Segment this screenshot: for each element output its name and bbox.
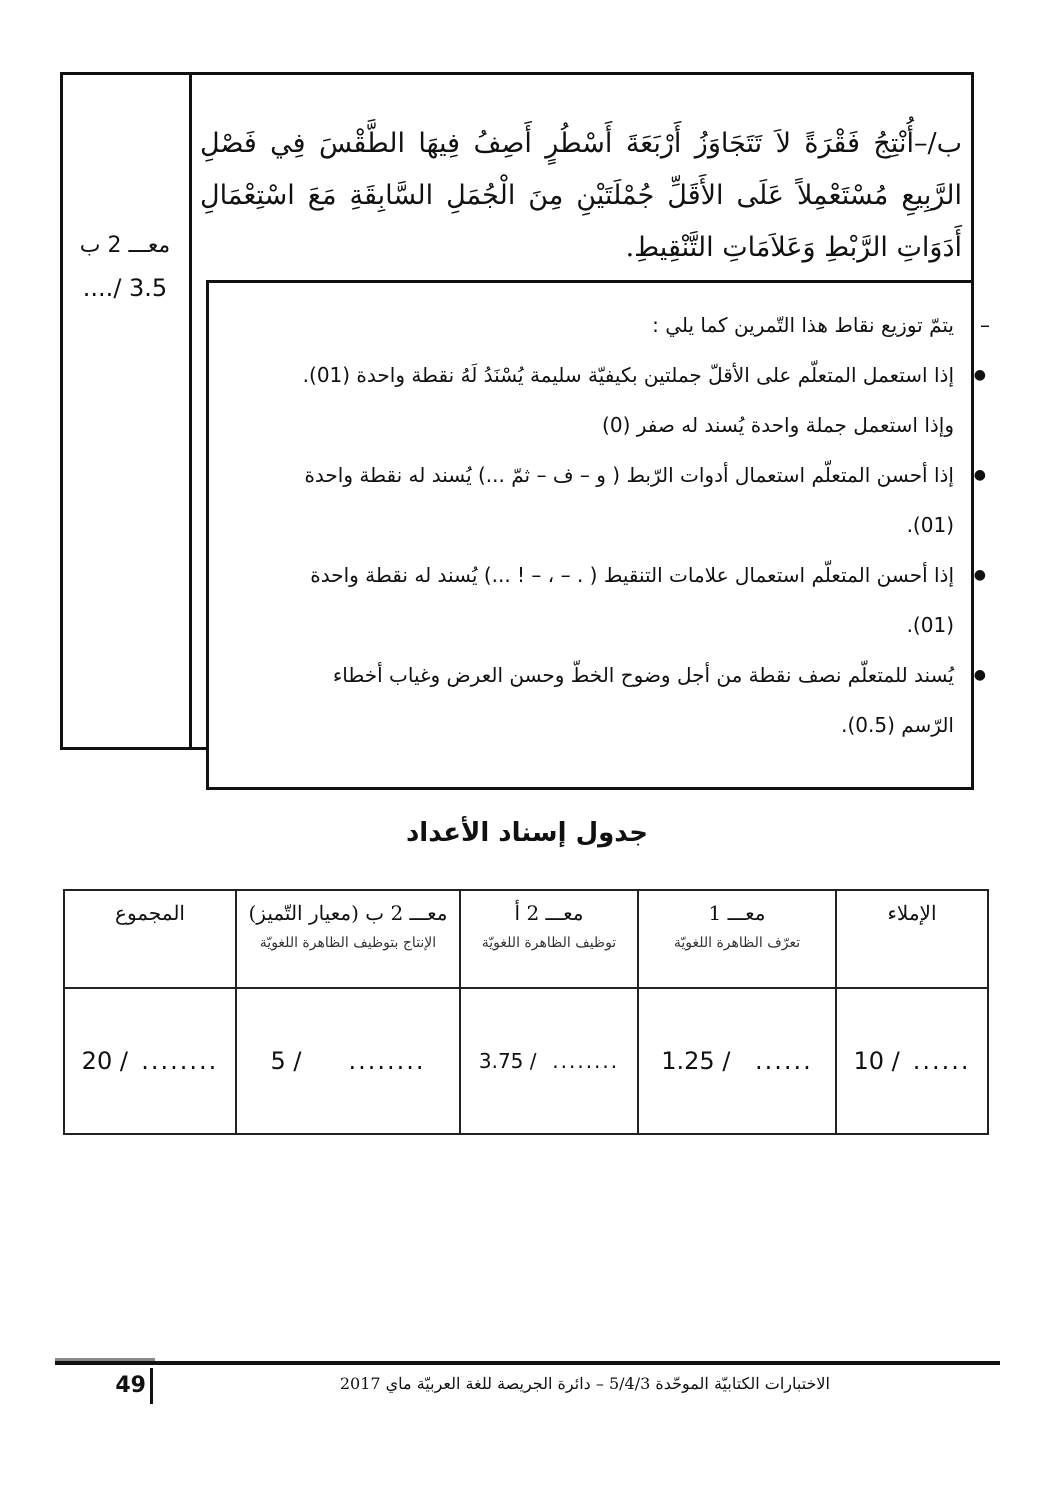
header-subtitle: الإنتاج بتوظيف الظاهرة اللغويّة	[259, 935, 437, 951]
page-number-separator	[150, 1368, 153, 1404]
header-title: الإملاء	[887, 901, 937, 925]
score-blank: ......	[754, 1047, 813, 1075]
rubric-list	[294, 350, 954, 750]
header-cell	[638, 890, 836, 988]
header-cell	[836, 890, 988, 988]
score-max: 1.25 /	[661, 1047, 731, 1075]
header-title: معـــ 2 ب (معيار التّميز)	[248, 901, 448, 925]
table-value-row	[64, 988, 988, 1134]
page-number: 49	[115, 1373, 146, 1398]
score-column	[63, 225, 187, 309]
rubric	[294, 300, 954, 750]
criterion-label: معـــ 2 ب	[79, 233, 171, 258]
score-value: ..../ 3.5	[82, 274, 168, 302]
rubric-item: ● يُسند للمتعلّم نصف نقطة من أجل وضوح الخطّ وحسن العرض وغياب أخطاء الرّسم (0.5).	[294, 650, 954, 750]
score-cell	[236, 988, 460, 1134]
score-cell	[64, 988, 236, 1134]
header-title: معـــ 2 أ	[514, 901, 584, 925]
score-max: 20 /	[81, 1047, 128, 1075]
rubric-item: ● إذا أحسن المتعلّم استعمال أدوات الرّبط ( و – ف – ثمّ ...) يُسند له نقطة واحدة (01).	[294, 450, 954, 550]
score-max: 3.75 /	[478, 1049, 537, 1073]
header-subtitle: توظيف الظاهرة اللغويّة	[481, 935, 617, 951]
footer-text: الاختبارات الكتابيّة الموحّدة 5/4/3 – دائرة الجريصة للغة العربيّة ماي 2017	[339, 1374, 830, 1393]
rubric-item: ● إذا استعمل المتعلّم على الأقلّ جملتين بكيفيّة سليمة يُسْنَدُ لَهُ نقطة واحدة (01). وإذا استعمل جملة واحدة يُسند له صفر (0)	[294, 350, 954, 450]
grades-table	[63, 889, 989, 1135]
header-cell	[236, 890, 460, 988]
header-cell	[64, 890, 236, 988]
footer-rule	[55, 1361, 1000, 1365]
score-blank: ........	[141, 1047, 219, 1075]
score-cell	[460, 988, 638, 1134]
score-max: 10 /	[853, 1047, 900, 1075]
table-title: جدول إسناد الأعداد	[405, 818, 649, 848]
rubric-intro: – يتمّ توزيع نقاط هذا التّمرين كما يلي :	[294, 300, 954, 350]
score-max: 5 /	[270, 1047, 302, 1075]
header-title: المجموع	[115, 901, 185, 925]
column-divider	[189, 72, 192, 750]
score-cell	[638, 988, 836, 1134]
score-blank: ........	[348, 1047, 426, 1075]
header-cell	[460, 890, 638, 988]
table-header-row	[64, 890, 988, 988]
exercise-prompt: ب/–أُنْتِجُ فَقْرَةً لاَ تَتَجَاوَزُ أَرْبَعَةَ أَسْطُرٍ أَصِفُ فِيهَا الطَّقْسَ فِي فَصْلِ الرَّبِيعِ مُسْتَعْمِلاً عَلَى الأَقَلِّ جُمْلَتَيْنِ مِنَ الْجُمَلِ السَّابِقَةِ مَعَ اسْتِعْمَالِ أَدَوَاتِ الرَّبْطِ وَعَلاَمَاتِ التَّنْقِيطِ.	[200, 128, 962, 263]
rubric-item: ● إذا أحسن المتعلّم استعمال علامات التنقيط ( . – ، – ! ...) يُسند له نقطة واحدة (01).	[294, 550, 954, 650]
score-cell	[836, 988, 988, 1134]
header-subtitle: تعرّف الظاهرة اللغويّة	[673, 935, 801, 951]
score-blank: ........	[552, 1049, 620, 1073]
header-title: معـــ 1	[708, 901, 766, 925]
score-blank: ......	[912, 1047, 971, 1075]
